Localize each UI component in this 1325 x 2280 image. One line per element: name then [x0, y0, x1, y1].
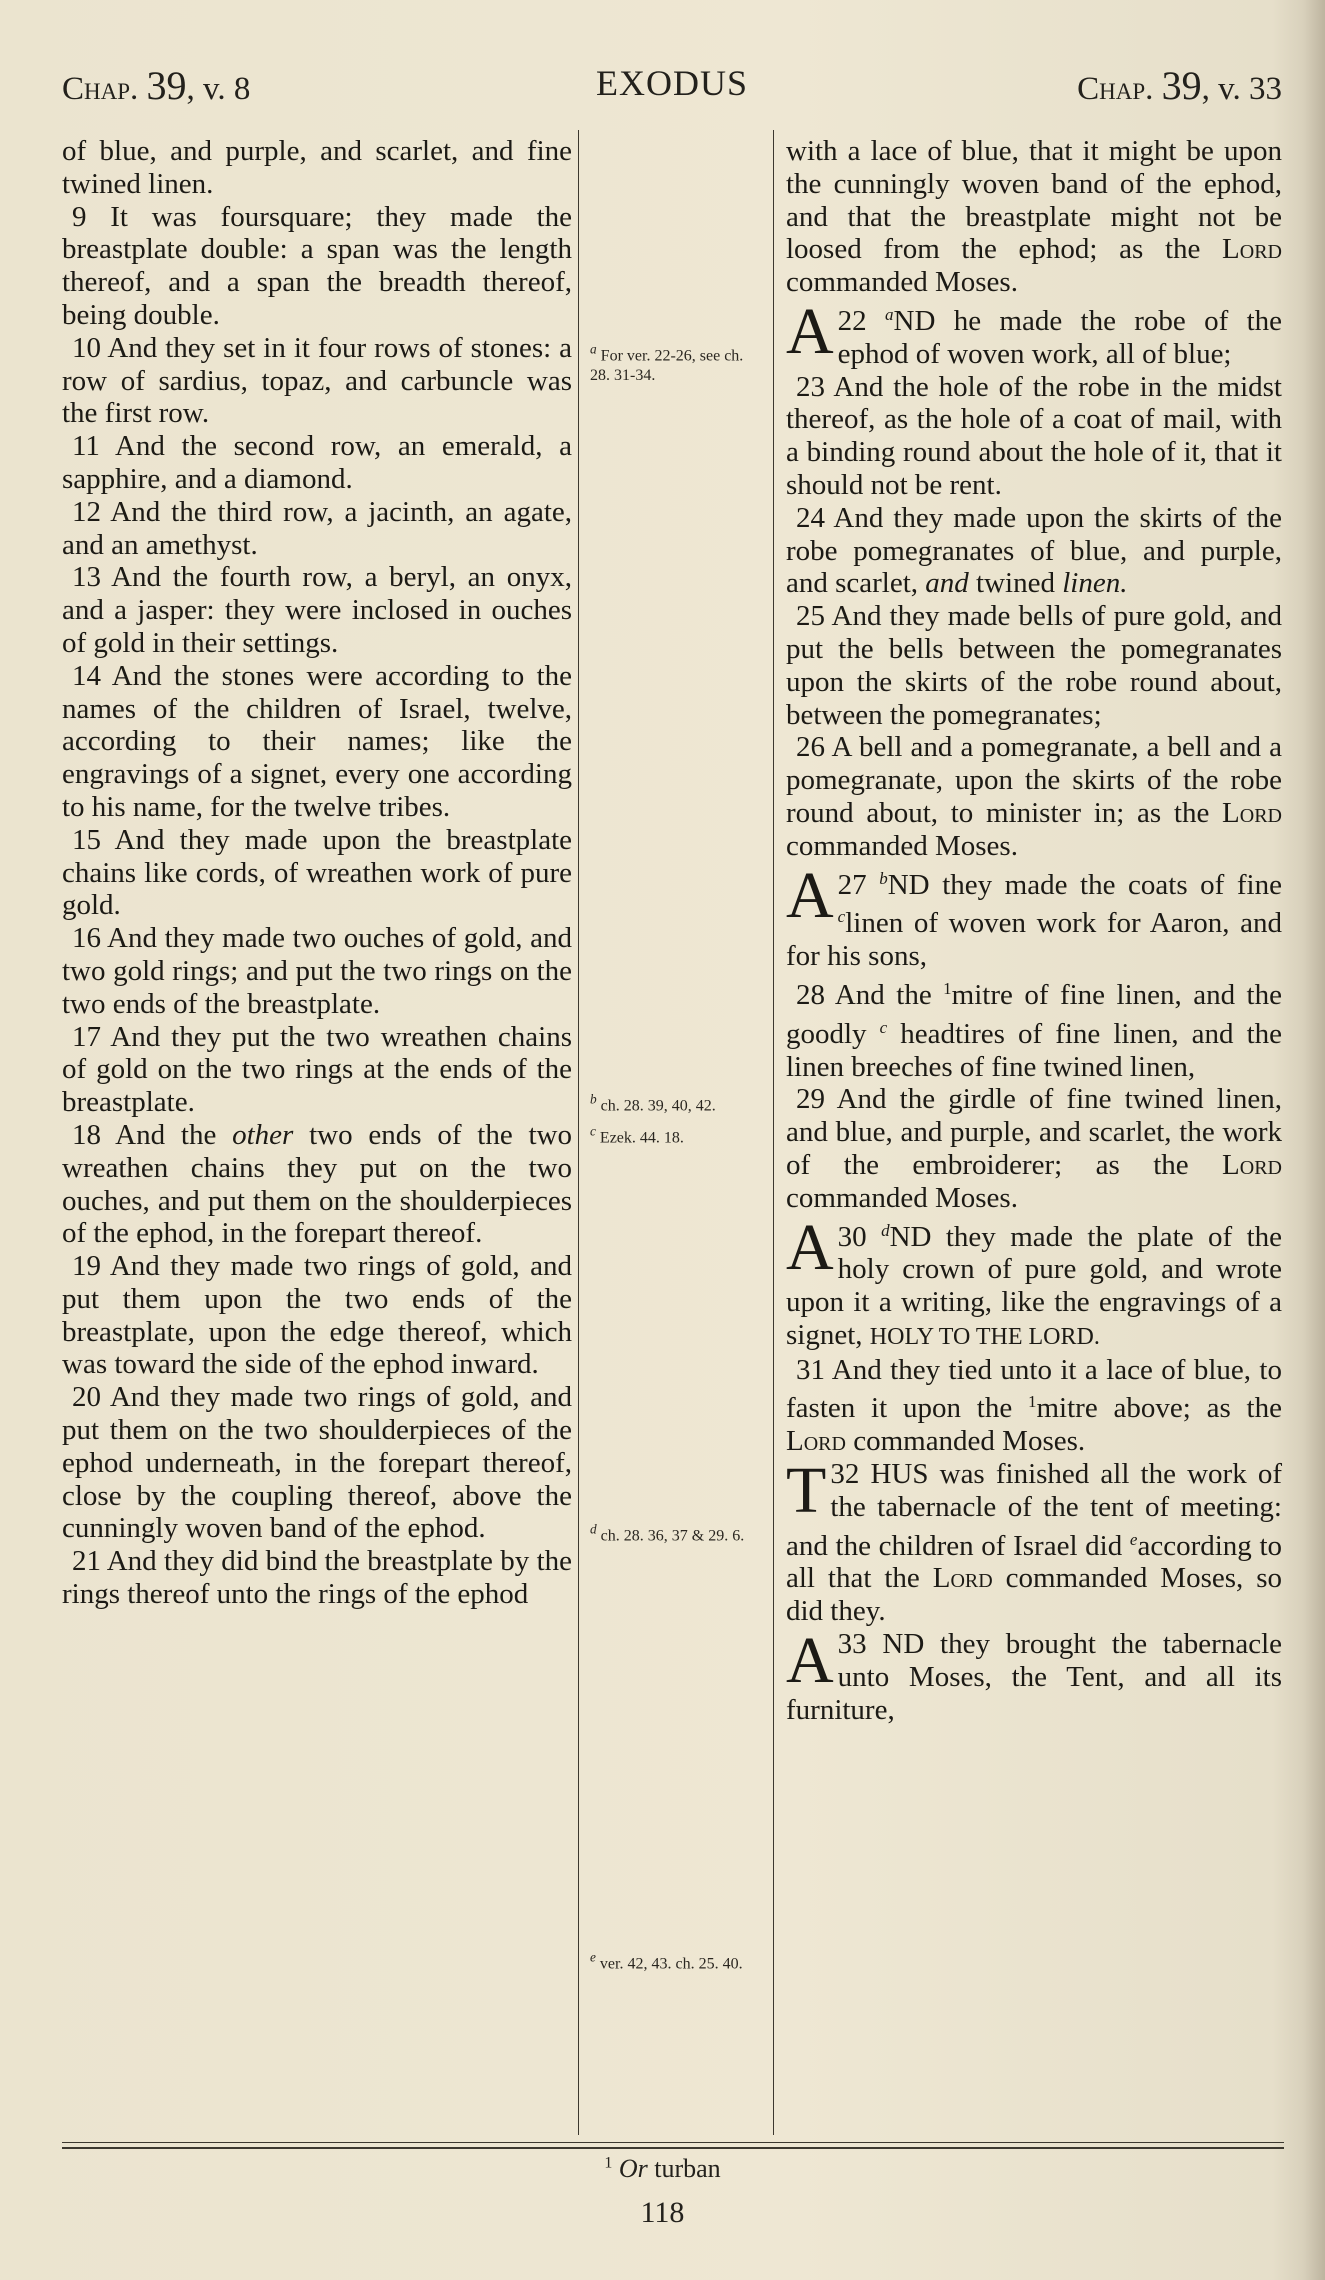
- verse-14: 14 And the stones were according to the names of the children of Israel, twelve, according to their names; like the engravings of a signet, every one according to his name, for the twelve tribes.: [62, 659, 572, 823]
- verse-17: 17 And they put the two wreathen chains of gold on the two rings at the ends of the breastplate.: [62, 1020, 572, 1119]
- verse-10: 10 And they set in it four rows of stones: a row of sardius, topaz, and carbuncle was the first row.: [62, 331, 572, 430]
- verse-31-a: 31 And they tied unto it a lace of blue, to fasten it upon the: [786, 1353, 1282, 1425]
- margin-note-c-text: Ezek. 44. 18.: [599, 1129, 684, 1147]
- verse-22-number: 22: [837, 304, 867, 337]
- verse-33-number: 33: [837, 1628, 867, 1661]
- margin-note-d: [590, 1520, 766, 1546]
- footnote: [0, 2154, 1325, 2184]
- verse-30-number: 30: [837, 1220, 867, 1253]
- header-right-verse: , v. 33: [1201, 71, 1282, 107]
- column-rule-left: [578, 130, 579, 2135]
- lord-smallcaps: Lord: [1222, 233, 1282, 266]
- verse-32-caps: HUS: [870, 1458, 929, 1491]
- running-header: [62, 62, 1282, 112]
- verse-29-a: 29 And the girdle of fine twined linen, and blue, and purple, and scarlet, the work of the embroiderer; as the: [786, 1083, 1282, 1181]
- verse-32-text-a: was finished all the work of the tabernacle of the tent of meeting: and the children of Israel did: [786, 1458, 1283, 1562]
- verse-26-b: commanded Moses.: [786, 829, 1018, 862]
- verse-31-c: commanded Moses.: [845, 1425, 1086, 1458]
- verse-32-text-c: commanded Moses, so did they.: [786, 1562, 1283, 1628]
- verse-18-a: 18 And the: [72, 1118, 233, 1151]
- verse-20: 20 And they made two rings of gold, and put them on the two shoulderpieces of the ephod underneath, in the forepart thereof, close by the coupling thereof, above the cunningly woven band of the ephod.: [62, 1381, 572, 1545]
- verse-22: [786, 294, 1283, 371]
- verse-28-ref-c: c: [879, 1017, 888, 1037]
- verse-18: [62, 1119, 572, 1250]
- margin-note-b: [590, 1090, 766, 1116]
- verse-24-italic-linen: linen.: [1062, 567, 1128, 600]
- verse-24-a: 24 And they made upon the skirts of the robe pomegranates of blue, and purple, and scarlet,: [786, 501, 1282, 600]
- verse-27-text-b: linen of woven work for Aaron, and for his sons,: [786, 907, 1282, 973]
- verse-16: 16 And they made two ouches of gold, and two gold rings; and put the two rings on the two ends of the breastplate.: [62, 922, 572, 1020]
- verse-30: [786, 1210, 1282, 1354]
- verse-28-c: headtires of fine linen, and the linen breeches of fine twined linen,: [786, 1017, 1282, 1083]
- book-title: EXODUS: [595, 63, 748, 103]
- lord-smallcaps: Lord: [1222, 1148, 1282, 1181]
- header-left-chap: Chap.: [62, 71, 139, 107]
- header-right-reference: [1077, 62, 1282, 109]
- verse-31: [786, 1354, 1282, 1458]
- lord-smallcaps: Lord: [786, 1425, 846, 1458]
- header-right-chap: Chap.: [1077, 71, 1154, 107]
- verse-26-a: 26 A bell and a pomegranate, a bell and a pomegranate, upon the skirts of the robe round about, to minister in; as the: [786, 731, 1282, 829]
- verse-15: 15 And they made upon the breastplate chains like cords, of wreathen work of pure gold.: [62, 823, 572, 922]
- verse-33: [786, 1624, 1283, 1726]
- verse-32-number: 32: [830, 1458, 860, 1491]
- left-text-column: [62, 135, 572, 1611]
- verse-33-caps: ND: [882, 1628, 925, 1661]
- right-text-column: [786, 135, 1282, 1726]
- verse-21-cont-a: with a lace of blue, that it might be upon the cunningly woven band of the ephod, and that the breastplate might not be loosed from the ephod; as the: [786, 135, 1282, 266]
- verse-22-text: he made the robe of the ephod of woven work, all of blue;: [837, 304, 1283, 370]
- margin-note-e-text: ver. 42, 43. ch. 25. 40.: [599, 1955, 743, 1973]
- margin-note-b-mark: b: [590, 1092, 597, 1107]
- header-left-verse: , v. 8: [186, 71, 251, 107]
- margin-note-e: [590, 1948, 766, 1974]
- verse-27-ref: b: [879, 868, 888, 888]
- verse-31-b: mitre above; as the: [1036, 1392, 1282, 1425]
- verse-8-continuation: of blue, and purple, and scarlet, and fine twined linen.: [62, 135, 572, 200]
- verse-25: 25 And they made bells of pure gold, and put the bells between the pomegranates upon the skirts of the robe round about, between the pomegranates;: [786, 600, 1282, 731]
- verse-18-italic: other: [232, 1118, 294, 1151]
- verse-27-ref-c: c: [837, 907, 846, 927]
- verse-22-ref: a: [885, 304, 894, 324]
- margin-note-b-text: ch. 28. 39, 40, 42.: [600, 1097, 716, 1115]
- verse-29-b: commanded Moses.: [786, 1181, 1018, 1214]
- verse-19: 19 And they made two rings of gold, and put them upon the two ends of the breastplate, upon the edge thereof, which was toward the side of the ephod inward.: [62, 1250, 572, 1381]
- page-edge: [1303, 0, 1325, 2280]
- verse-28-footnote-ref: 1: [943, 978, 952, 998]
- footer-rule-thin: [62, 2142, 1284, 2143]
- header-left-chap-num: 39: [146, 63, 187, 108]
- margin-note-a: [590, 340, 766, 386]
- verse-22-caps: ND: [893, 304, 936, 337]
- verse-9: 9 It was foursquare; they made the breastplate double: a span was the length thereof, and a span the breadth thereof, being double.: [62, 200, 572, 331]
- margin-note-e-mark: e: [590, 1950, 596, 1965]
- verse-27-text-a: they made the coats of fine: [929, 868, 1282, 901]
- verse-33-drop-cap: A: [786, 1624, 834, 1698]
- verse-32: [786, 1454, 1283, 1628]
- verse-21-continuation: [786, 135, 1282, 299]
- verse-30-holy-to-the-lord: HOLY TO THE LORD.: [869, 1323, 1100, 1350]
- footnote-text: turban: [647, 2154, 721, 2183]
- verse-13: 13 And the fourth row, a beryl, an onyx, and a jasper: they were inclosed in ouches of gold in their settings.: [62, 561, 572, 659]
- margin-note-c: [590, 1122, 766, 1148]
- margin-note-c-mark: c: [590, 1124, 596, 1139]
- column-rule-right: [773, 130, 774, 2135]
- footnote-or: Or: [618, 2154, 648, 2183]
- verse-28-a: 28 And the: [796, 978, 944, 1011]
- verse-11: 11 And the second row, an emerald, a sapphire, and a diamond.: [62, 430, 572, 495]
- verse-32-ref-e: e: [1129, 1529, 1138, 1549]
- footer-rule-thick: [62, 2147, 1284, 2149]
- margin-note-a-mark: a: [590, 342, 597, 357]
- footnote-mark: 1: [604, 2154, 613, 2172]
- verse-12: 12 And the third row, a jacinth, an agate, and an amethyst.: [62, 495, 572, 561]
- verse-27-number: 27: [837, 868, 867, 901]
- page-number: 118: [640, 2196, 685, 2229]
- verse-22-drop-cap: A: [786, 294, 834, 368]
- verse-30-caps: ND: [889, 1220, 932, 1253]
- verse-28-b: mitre of fine linen, and the goodly: [786, 978, 1282, 1050]
- header-right-chap-num: 39: [1161, 63, 1202, 108]
- verse-21-cont-b: commanded Moses.: [786, 266, 1018, 299]
- verse-24-italic-and: and: [925, 567, 969, 600]
- verse-24-b: twined: [968, 567, 1063, 600]
- verse-18-b: two ends of the two wreathen chains they put on the two ouches, and put them on the shoulderpieces of the ephod, in the forepart thereof.: [62, 1118, 572, 1250]
- verse-33-text: they brought the tabernacle unto Moses, the Tent, and all its furniture,: [786, 1628, 1283, 1726]
- verse-29: [786, 1083, 1282, 1214]
- lord-smallcaps: Lord: [1222, 796, 1282, 829]
- verse-23: 23 And the hole of the robe in the midst thereof, as the hole of a coat of mail, with a binding round about the hole of it, that it should not be rent.: [786, 370, 1282, 501]
- lord-smallcaps: Lord: [932, 1562, 993, 1595]
- margin-note-d-text: ch. 28. 36, 37 & 29. 6.: [600, 1527, 745, 1545]
- margin-note-a-text: For ver. 22-26, see ch. 28. 31-34.: [590, 347, 744, 385]
- verse-32-drop-cap: T: [786, 1454, 827, 1528]
- verse-28: [786, 973, 1282, 1083]
- verse-30-text: they made the plate of the holy crown of pure gold, and wrote upon it a writing, like the engravings of a signet,: [786, 1220, 1282, 1351]
- verse-32-text-b: according to all that the: [786, 1529, 1283, 1595]
- verse-31-footnote-ref: 1: [1028, 1392, 1037, 1412]
- verse-27: [786, 858, 1282, 973]
- verse-24: [786, 502, 1282, 600]
- verse-30-ref: d: [881, 1220, 890, 1240]
- verse-21: 21 And they did bind the breastplate by the rings thereof unto the rings of the ephod: [62, 1545, 572, 1611]
- verse-27-caps: ND: [887, 868, 930, 901]
- verse-27-drop-cap: A: [786, 858, 834, 932]
- margin-note-d-mark: d: [590, 1522, 597, 1537]
- verse-26: [786, 731, 1282, 862]
- verse-30-drop-cap: A: [786, 1210, 834, 1284]
